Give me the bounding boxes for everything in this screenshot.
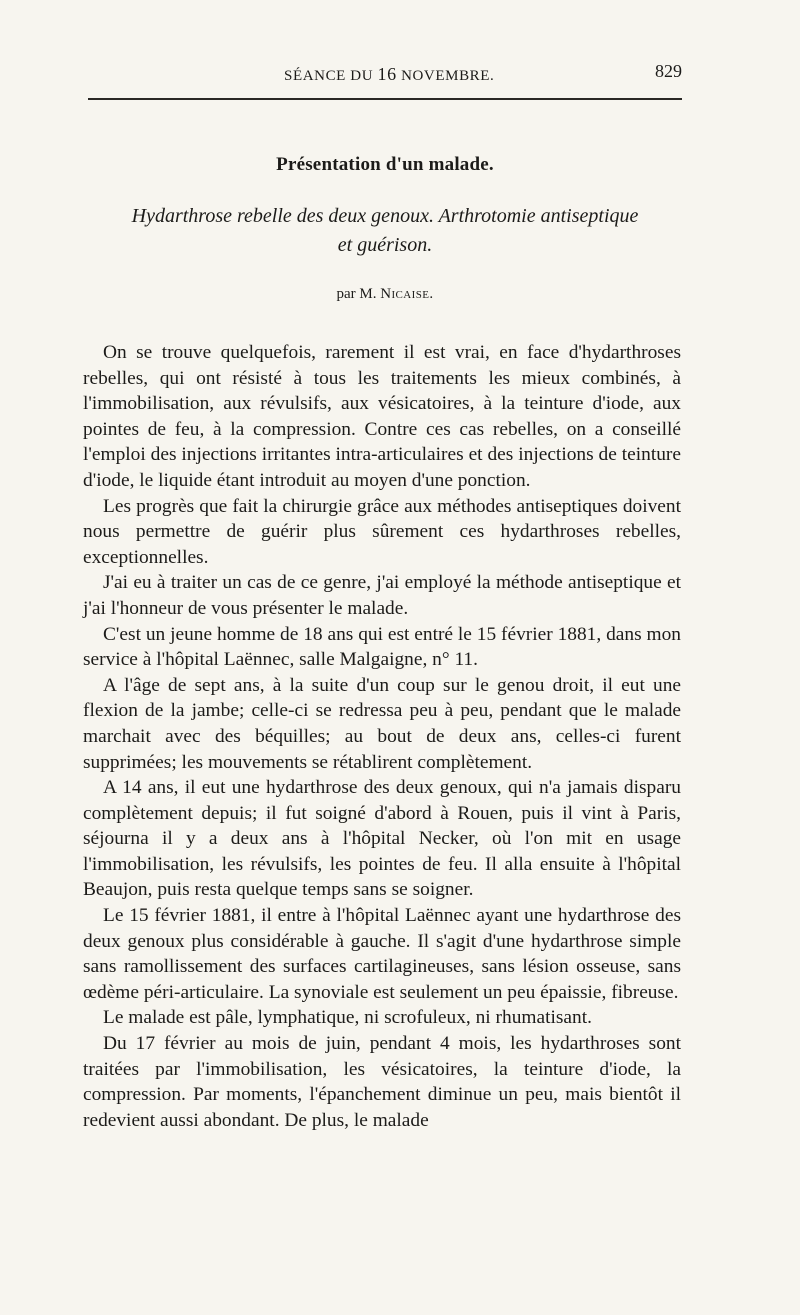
running-title bbox=[284, 64, 494, 85]
byline-prefix: par M. bbox=[336, 286, 381, 302]
paragraph: On se trouve quelquefois, rarement il est vrai, en face d'hydarthroses rebelles, qui ont résisté à tous les traitements les mieux combinés, à l'immobilisation, aux révulsifs, aux vésicatoires, à la teinture d'iode, aux pointes de feu, à la compression. Contre ces cas rebelles, on a conseillé l'emploi des injections irritantes intra-articulaires et des injections de teinture d'iode, le liquide étant introduit au moyen d'une ponction. bbox=[83, 342, 681, 491]
subtitle-line-2: et guérison. bbox=[337, 234, 433, 256]
running-title-prefix: SÉANCE DU bbox=[284, 68, 378, 84]
article-body bbox=[83, 340, 681, 1133]
paragraph: C'est un jeune homme de 18 ans qui est entré le 15 février 1881, dans mon service à l'hôpital Laënnec, salle Malgaigne, n° 11. bbox=[83, 623, 681, 671]
byline-author: Nicaise. bbox=[380, 286, 434, 302]
paragraph: Du 17 février au mois de juin, pendant 4 mois, les hydarthroses sont traitées par l'immobilisation, les vésicatoires, la teinture d'iode, la compression. Par moments, l'épanchement diminue un peu, mais bientôt il redevient aussi abondant. De plus, le malade bbox=[83, 1033, 681, 1131]
byline bbox=[88, 286, 682, 303]
running-title-month: NOVEMBRE. bbox=[396, 68, 495, 84]
header-rule bbox=[88, 98, 682, 100]
paragraph: A l'âge de sept ans, à la suite d'un coup sur le genou droit, il eut une flexion de la jambe; celle-ci se redressa peu à peu, pendant que le malade marchait avec des béquilles; au bout de deux ans, celles-ci furent supprimées; les mouvements se rétablirent complètement. bbox=[83, 674, 681, 773]
running-title-day: 16 bbox=[377, 64, 397, 84]
paragraph: A 14 ans, il eut une hydarthrose des deux genoux, qui n'a jamais disparu complètement depuis; il fut soigné d'abord à Rouen, puis il vint à Paris, séjourna il y a deux ans à l'hôpital Necker, où l'on mit en usage l'immobilisation, les révulsifs, les pointes de feu. Il alla ensuite à l'hôpital Beaujon, puis resta quelque temps sans se soigner. bbox=[83, 777, 681, 901]
paragraph: Le malade est pâle, lymphatique, ni scrofuleux, ni rhumatisant. bbox=[103, 1007, 592, 1029]
paragraph: Les progrès que fait la chirurgie grâce aux méthodes antiseptiques doivent nous permettre de guérir plus sûrement ces hydarthroses rebelles, exceptionnelles. bbox=[83, 495, 681, 568]
section-title: Présentation d'un malade. bbox=[276, 154, 494, 175]
page-header bbox=[88, 61, 682, 92]
article-subtitle bbox=[88, 202, 682, 260]
subtitle-line-1: Hydarthrose rebelle des deux genoux. Arthrotomie antiseptique bbox=[131, 205, 639, 227]
page-number: 829 bbox=[655, 61, 682, 81]
paragraph: J'ai eu à traiter un cas de ce genre, j'ai employé la méthode antiseptique et j'ai l'honneur de vous présenter le malade. bbox=[83, 572, 681, 619]
paragraph: Le 15 février 1881, il entre à l'hôpital Laënnec ayant une hydarthrose des deux genoux plus considérable à gauche. Il s'agit d'une hydarthrose simple sans ramollissement des surfaces cartilagineuses, sans lésion osseuse, sans œdème péri-articulaire. La synoviale est seulement un peu épaissie, fibreuse. bbox=[83, 905, 681, 1003]
